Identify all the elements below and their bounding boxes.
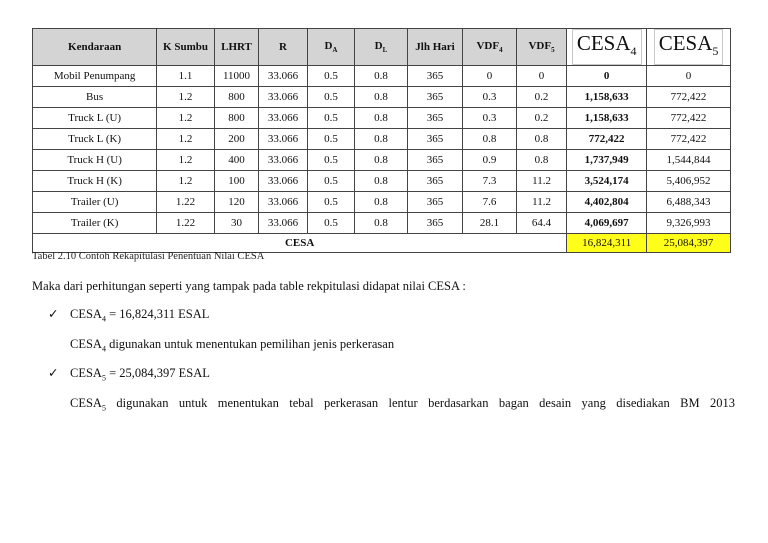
cell-vdf5: 0 [516,66,567,87]
cell-vdf5: 0.2 [516,87,567,108]
bullet-cesa5 [48,365,210,383]
cell-kendaraan: Trailer (U) [33,192,157,213]
cell-vdf5: 11.2 [516,171,567,192]
cell-vdf5: 11.2 [516,192,567,213]
cell-jlh-hari: 365 [407,192,463,213]
check-icon: ✓ [48,307,59,321]
table-total-row [33,234,731,253]
table-row [33,171,731,192]
header-k-sumbu: K Sumbu [157,29,215,66]
intro-paragraph: Maka dari perhitungan seperti yang tampak pada table rekpitulasi didapat nilai CESA : [32,279,466,293]
cell-vdf5: 0.8 [516,129,567,150]
total-cesa5: 25,084,397 [647,234,731,253]
cell-dl: 0.8 [355,108,408,129]
cell-r: 33.066 [259,171,307,192]
header-cesa5: $CESA_5$ [647,29,731,66]
cell-jlh-hari: 365 [407,129,463,150]
cell-lhrt: 800 [214,87,258,108]
cell-lhrt: 100 [214,171,258,192]
cell-dl: 0.8 [355,87,408,108]
cell-kendaraan: Mobil Penumpang [33,66,157,87]
cell-da: 0.5 [307,129,354,150]
header-lhrt: LHRT [214,29,258,66]
cell-vdf4: 0.3 [463,87,517,108]
table-row [33,66,731,87]
header-vdf5: $VDF_5$ [516,29,567,66]
cell-k-sumbu: 1.2 [157,150,215,171]
cell-r: 33.066 [259,192,307,213]
cell-kendaraan: Bus [33,87,157,108]
bullet-sub: 5 [101,373,106,383]
bullet-sub: 4 [101,314,106,324]
cell-lhrt: 200 [214,129,258,150]
cell-cesa5: 6,488,343 [647,192,731,213]
cell-vdf4: 0 [463,66,517,87]
cell-cesa5: 772,422 [647,108,731,129]
cell-cesa4: 1,158,633 [567,87,647,108]
cell-dl: 0.8 [355,192,408,213]
cell-lhrt: 800 [214,108,258,129]
cell-da: 0.5 [307,66,354,87]
header-jlh-hari: Jlh Hari [407,29,463,66]
table-row [33,129,731,150]
header-dl: $D_L$ [355,29,408,66]
cell-k-sumbu: 1.22 [157,192,215,213]
cell-k-sumbu: 1.2 [157,129,215,150]
cell-jlh-hari: 365 [407,213,463,234]
cell-vdf4: 0.9 [463,150,517,171]
table-row [33,87,731,108]
cell-r: 33.066 [259,87,307,108]
bullet-var: CESA [70,366,102,380]
cell-lhrt: 400 [214,150,258,171]
cell-dl: 0.8 [355,129,408,150]
cell-kendaraan: Truck L (U) [33,108,157,129]
table-row [33,213,731,234]
cell-cesa5: 772,422 [647,87,731,108]
cell-da: 0.5 [307,171,354,192]
cell-vdf4: 0.8 [463,129,517,150]
cell-kendaraan: Truck H (K) [33,171,157,192]
cell-cesa5: 772,422 [647,129,731,150]
cell-da: 0.5 [307,108,354,129]
header-vdf4: $VDF_4$ [463,29,517,66]
cell-cesa5: 5,406,952 [647,171,731,192]
cell-cesa4: 772,422 [567,129,647,150]
cell-cesa4: 4,069,697 [567,213,647,234]
cell-vdf4: 28.1 [463,213,517,234]
cell-k-sumbu: 1.1 [157,66,215,87]
cell-dl: 0.8 [355,213,408,234]
cell-k-sumbu: 1.2 [157,171,215,192]
cell-dl: 0.8 [355,150,408,171]
cell-k-sumbu: 1.2 [157,87,215,108]
cell-r: 33.066 [259,213,307,234]
cell-lhrt: 30 [214,213,258,234]
cell-cesa5: 9,326,993 [647,213,731,234]
cell-vdf4: 7.6 [463,192,517,213]
header-r: R [259,29,307,66]
check-icon: ✓ [48,366,59,380]
cell-vdf4: 7.3 [463,171,517,192]
cell-dl: 0.8 [355,171,408,192]
cell-r: 33.066 [259,66,307,87]
cell-lhrt: 120 [214,192,258,213]
cell-lhrt: 11000 [214,66,258,87]
cell-cesa5: 0 [647,66,731,87]
cell-da: 0.5 [307,87,354,108]
header-da: $D_A$ [307,29,354,66]
cell-r: 33.066 [259,129,307,150]
cell-cesa4: 4,402,804 [567,192,647,213]
cell-vdf5: 64.4 [516,213,567,234]
bullet-cesa4 [48,306,209,324]
note-cesa4: $CESA_4$ digunakan untuk menentukan pemilihan jenis perkerasan [70,337,395,354]
cesa-recap-table [32,28,731,253]
bullet-value: = 25,084,397 ESAL [105,366,210,380]
cell-r: 33.066 [259,108,307,129]
cell-vdf5: 0.8 [516,150,567,171]
cell-k-sumbu: 1.22 [157,213,215,234]
cell-kendaraan: Trailer (K) [33,213,157,234]
cell-cesa5: 1,544,844 [647,150,731,171]
table-caption: Tabel 2.10 Contoh Rekapitulasi Penentuan Nilai CESA [32,251,265,262]
bullet-value: = 16,824,311 ESAL [105,307,210,321]
cell-vdf5: 0.2 [516,108,567,129]
cell-cesa4: 0 [567,66,647,87]
cell-cesa4: 3,524,174 [567,171,647,192]
total-cesa4: 16,824,311 [567,234,647,253]
cell-da: 0.5 [307,150,354,171]
header-kendaraan: Kendaraan [33,29,157,66]
cell-da: 0.5 [307,213,354,234]
cell-vdf4: 0.3 [463,108,517,129]
table-header-row [33,29,731,66]
table-row [33,192,731,213]
table-row [33,108,731,129]
cell-jlh-hari: 365 [407,66,463,87]
cell-jlh-hari: 365 [407,108,463,129]
cell-dl: 0.8 [355,66,408,87]
header-cesa4: $CESA_4$ [567,29,647,66]
total-label: CESA [33,234,567,253]
cell-kendaraan: Truck H (U) [33,150,157,171]
bullet-var: CESA [70,307,102,321]
cell-da: 0.5 [307,192,354,213]
cell-jlh-hari: 365 [407,87,463,108]
cell-k-sumbu: 1.2 [157,108,215,129]
cell-jlh-hari: 365 [407,150,463,171]
cell-cesa4: 1,158,633 [567,108,647,129]
cell-r: 33.066 [259,150,307,171]
cell-kendaraan: Truck L (K) [33,129,157,150]
cell-cesa4: 1,737,949 [567,150,647,171]
cell-jlh-hari: 365 [407,171,463,192]
table-row [33,150,731,171]
note-cesa5: $CESA_5$ digunakan untuk menentukan tebal perkerasan lentur berdasarkan bagan desain yang disediakan BM 2013 [70,396,735,413]
